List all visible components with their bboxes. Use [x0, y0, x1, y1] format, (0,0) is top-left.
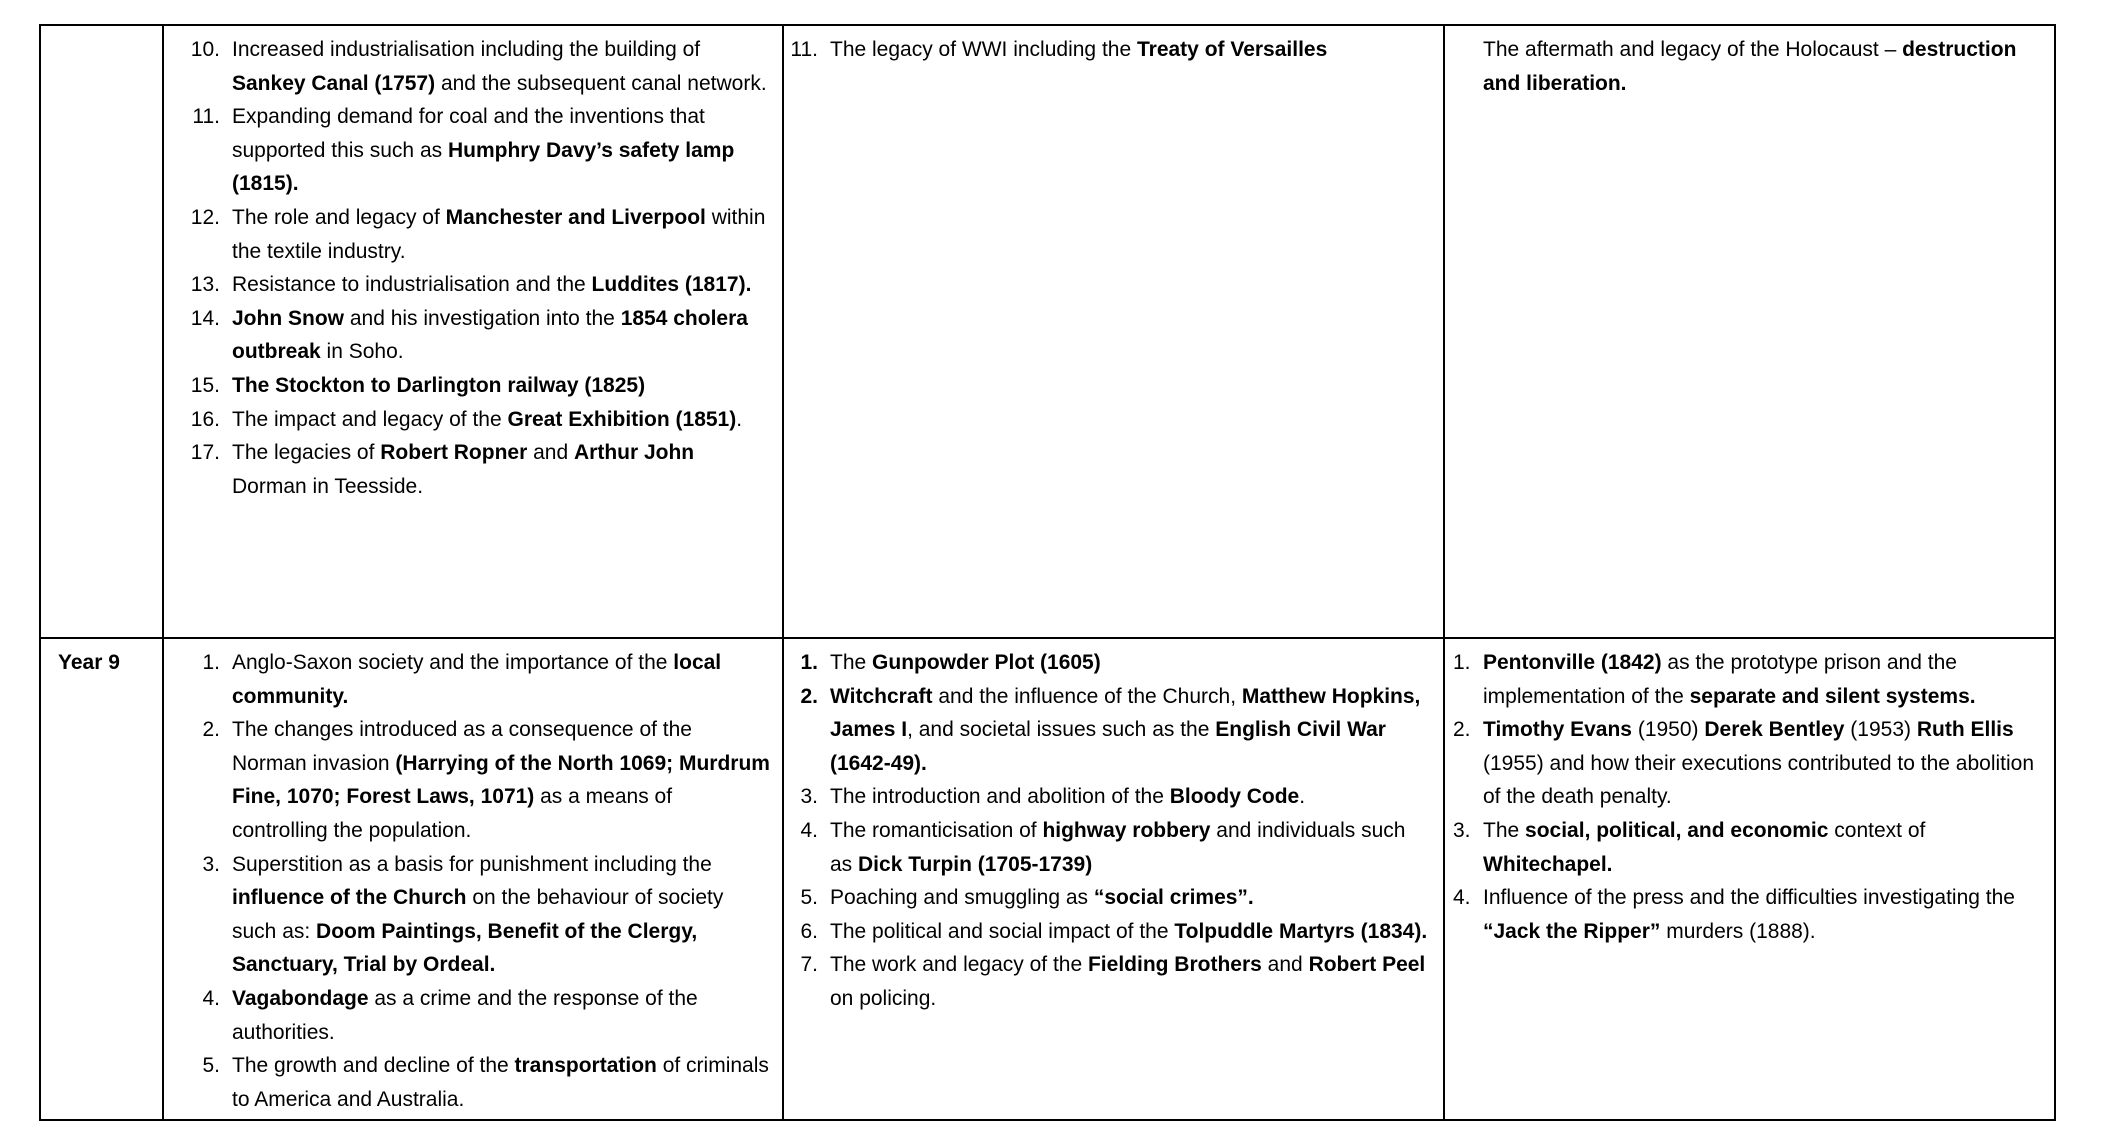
item-text	[232, 713, 770, 847]
year-label: Year 9	[58, 651, 120, 674]
item-text	[830, 814, 1431, 881]
text-run: , and societal issues such as the	[907, 718, 1216, 742]
item-text	[830, 915, 1431, 949]
bold-text-run: local community.	[232, 651, 722, 708]
item-number: 6.	[800, 919, 818, 943]
item-text	[1483, 646, 2042, 713]
bold-text-run: highway robbery	[1042, 818, 1211, 842]
item-number: 14.	[190, 306, 220, 330]
list-item	[1445, 814, 2042, 881]
text-run: The work and legacy of the	[830, 953, 1088, 977]
text-run: on the behaviour of society such as:	[232, 886, 724, 943]
bold-text-run: influence of the Church	[232, 886, 467, 910]
text-run: context of	[1828, 818, 1926, 842]
bold-text-run: Fielding Brothers	[1087, 953, 1262, 977]
item-text	[830, 881, 1431, 915]
item-text	[830, 680, 1431, 781]
year-cell-continuation	[41, 26, 164, 639]
list-item	[1445, 713, 2042, 814]
item-text	[232, 436, 770, 503]
list-item	[164, 982, 770, 1049]
item-number: 2.	[1453, 718, 1471, 742]
text-run: The aftermath and legacy of the Holocaust –	[1483, 38, 1903, 61]
bold-text-run: Treaty of Versailles	[1136, 38, 1328, 61]
bold-text-run: Ruth Ellis	[1916, 718, 2014, 742]
bold-text-run: Derek Bentley	[1704, 718, 1845, 742]
item-number: 12.	[190, 205, 220, 229]
topics-cell-crime-modern	[1445, 639, 2056, 1121]
text-run: (1950)	[1632, 718, 1705, 742]
text-run: and	[1261, 953, 1309, 977]
text-run: The impact and legacy of the	[232, 407, 508, 431]
bold-text-run: destruction and liberation.	[1483, 38, 2017, 95]
text-run: and individuals such as	[830, 818, 1406, 876]
item-number: 17.	[190, 441, 220, 465]
item-text	[232, 100, 770, 201]
item-number: 15.	[190, 373, 220, 397]
text-run: Superstition as a basis for punishment including the	[232, 852, 712, 876]
list-item	[164, 100, 770, 201]
list-item	[164, 268, 770, 302]
text-run: murders (1888).	[1660, 919, 1816, 943]
bold-text-run: Manchester and Liverpool	[445, 205, 706, 229]
text-run: The romanticisation of	[830, 818, 1043, 842]
list-item	[164, 1049, 770, 1116]
item-text	[1483, 713, 2042, 814]
list-item	[784, 33, 1431, 67]
item-text	[1483, 881, 2042, 948]
list-item	[164, 302, 770, 369]
list-item	[164, 713, 770, 847]
text-run: as the prototype prison and the implementation of the	[1483, 651, 1957, 708]
text-run: The role and legacy of	[232, 205, 446, 229]
topics-cell-crime-early-modern	[784, 639, 1445, 1121]
bold-text-run: The Stockton to Darlington railway (1825)	[232, 373, 646, 397]
text-run: .	[736, 407, 743, 431]
topics-cell-industrial-revolution	[164, 26, 784, 639]
bold-text-run: Vagabondage	[232, 986, 369, 1010]
bold-text-run: Witchcraft	[830, 684, 933, 708]
bold-text-run: Luddites (1817).	[591, 273, 752, 297]
item-number: 1.	[202, 651, 220, 674]
bold-text-run: English Civil War (1642-49).	[830, 718, 1386, 775]
bold-text-run: Dick Turpin (1705-1739)	[858, 852, 1093, 876]
bold-text-run: social, political, and economic	[1525, 818, 1829, 842]
bold-text-run: Doom Paintings, Benefit of the Clergy, Sanctuary, Trial by Ordeal.	[232, 919, 698, 977]
bold-text-run: Timothy Evans	[1483, 718, 1632, 742]
item-text	[232, 302, 770, 369]
text-run: of criminals to America and Australia.	[232, 1054, 769, 1111]
text-run: .	[1299, 785, 1306, 809]
item-number: 2.	[800, 684, 818, 708]
bold-text-run: “social crimes”.	[1093, 886, 1254, 910]
item-number: 13.	[190, 273, 220, 297]
item-number: 7.	[800, 953, 818, 977]
item-number: 3.	[202, 852, 220, 876]
list-item	[164, 201, 770, 268]
bold-text-run: Tolpuddle Martyrs (1834).	[1174, 919, 1428, 943]
item-number: 1.	[1453, 651, 1471, 674]
item-number: 2.	[202, 718, 220, 742]
curriculum-table	[39, 24, 2056, 1121]
text-run: Anglo-Saxon society and the importance of the	[232, 651, 674, 674]
text-run: Resistance to industrialisation and the	[232, 273, 592, 297]
text-run: The introduction and abolition of the	[830, 785, 1170, 809]
list-item	[784, 915, 1431, 949]
item-number: 11.	[790, 38, 818, 61]
item-number: 16.	[190, 407, 220, 431]
bold-text-run: Pentonville (1842)	[1483, 651, 1662, 674]
topics-cell-holocaust-legacy	[1445, 26, 2056, 639]
text-run: The	[830, 651, 873, 674]
bold-text-run: Sankey Canal (1757)	[232, 71, 436, 95]
text-run: as a means of controlling the population.	[232, 785, 673, 842]
item-number: 5.	[202, 1054, 220, 1078]
item-text	[232, 982, 770, 1049]
text-run: Dorman in Teesside.	[232, 474, 424, 498]
bold-text-run: Bloody Code	[1169, 785, 1300, 809]
list-item	[164, 33, 770, 100]
list-item	[784, 948, 1431, 1015]
bold-text-run: Humphry Davy’s safety lamp (1815).	[232, 138, 735, 196]
text-run: Expanding demand for coal and the inventions that supported this such as	[232, 105, 705, 162]
text-run: The	[1483, 818, 1526, 842]
bold-text-run: transportation	[514, 1054, 657, 1078]
item-text	[232, 403, 770, 437]
text-run: The legacies of	[232, 441, 381, 465]
item-text	[232, 1049, 770, 1116]
list-item	[1445, 881, 2042, 948]
text-run: (1953)	[1844, 718, 1917, 742]
bold-text-run: “Jack the Ripper”	[1483, 919, 1661, 943]
text-run: and the influence of the Church,	[932, 684, 1242, 708]
bold-text-run: separate and silent systems.	[1689, 684, 1976, 708]
text-run: The political and social impact of the	[830, 919, 1175, 943]
bold-text-run: Arthur John	[573, 441, 695, 465]
list-item	[784, 881, 1431, 915]
topics-cell-crime-medieval	[164, 639, 784, 1121]
list-item	[164, 646, 770, 713]
item-number: 10.	[190, 38, 220, 61]
bold-text-run: Matthew Hopkins, James I	[830, 684, 1421, 742]
item-number: 11.	[192, 105, 220, 129]
list-item	[784, 680, 1431, 781]
item-text	[830, 780, 1431, 814]
list-item	[1445, 646, 2042, 713]
text-run: and the subsequent canal network.	[435, 71, 767, 95]
text-run: on policing.	[830, 986, 937, 1010]
text-run: Influence of the press and the difficulties investigating the	[1483, 886, 2015, 910]
item-text	[232, 268, 770, 302]
paragraph	[1445, 33, 2042, 100]
bold-text-run: (Harrying of the North 1069; Murdrum Fine, 1070; Forest Laws, 1071)	[232, 751, 770, 809]
bold-text-run: Great Exhibition (1851)	[507, 407, 737, 431]
text-run: Increased industrialisation including the building of	[232, 38, 701, 61]
item-text	[232, 369, 770, 403]
text-run: Poaching and smuggling as	[830, 886, 1094, 910]
bold-text-run: Robert Ropner	[380, 441, 528, 465]
item-number: 4.	[800, 818, 818, 842]
text-run: (1955) and how their executions contributed to the abolition of the death penalty.	[1483, 751, 2035, 809]
text-run: The growth and decline of the	[232, 1054, 515, 1078]
list-item	[164, 848, 770, 982]
text-run: and	[527, 441, 574, 465]
list-item	[784, 780, 1431, 814]
topics-cell-wwi-legacy	[784, 26, 1445, 639]
item-number: 4.	[202, 986, 220, 1010]
bold-text-run: Whitechapel.	[1483, 852, 1613, 876]
item-text	[232, 33, 770, 100]
year-cell-year9	[41, 639, 164, 1121]
text-run: as a crime and the response of the authorities.	[232, 986, 698, 1044]
item-text	[232, 848, 770, 982]
list-item	[164, 369, 770, 403]
list-item	[164, 403, 770, 437]
item-text	[830, 948, 1431, 1015]
item-number: 1.	[800, 651, 818, 674]
bold-text-run: John Snow	[232, 306, 344, 330]
text-run: and his investigation into the	[344, 306, 621, 330]
list-item	[784, 646, 1431, 680]
list-item	[784, 814, 1431, 881]
item-text	[1483, 814, 2042, 881]
item-number: 3.	[800, 785, 818, 809]
item-text	[232, 201, 770, 268]
bold-text-run: Robert Peel	[1308, 953, 1426, 977]
item-text	[830, 646, 1431, 680]
item-text	[830, 33, 1431, 67]
list-item	[164, 436, 770, 503]
item-number: 5.	[800, 886, 818, 910]
item-number: 4.	[1453, 886, 1471, 910]
text-run: The changes introduced as a consequence of the Norman invasion	[232, 718, 692, 775]
text-run: The legacy of WWI including the	[830, 38, 1137, 61]
text-run: in Soho.	[320, 340, 404, 364]
text-run: within the textile industry.	[232, 205, 766, 263]
item-text	[232, 646, 770, 713]
bold-text-run: Gunpowder Plot (1605)	[872, 651, 1101, 674]
item-number: 3.	[1453, 818, 1471, 842]
bold-text-run: 1854 cholera outbreak	[232, 306, 748, 364]
